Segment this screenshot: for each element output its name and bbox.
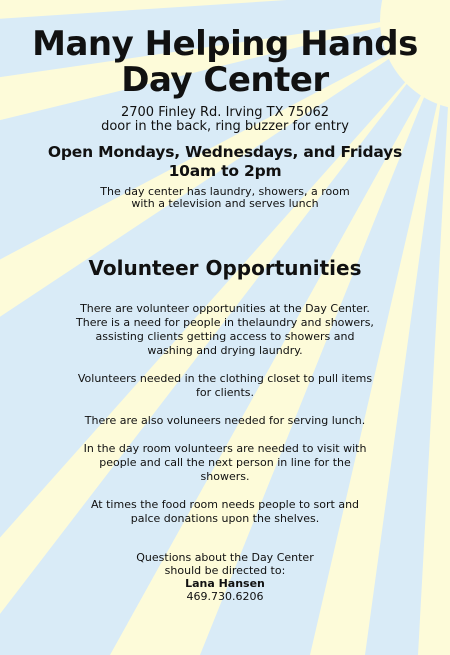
services-line-1: The day center has laundry, showers, a room <box>100 185 350 198</box>
volunteer-paragraph: At times the food room needs people to sort and palce donations upon the shelves. <box>90 498 360 525</box>
address: 2700 Finley Rd. Irving TX 75062 <box>120 105 330 120</box>
contact-line-1: Questions about the Day Center <box>136 551 314 564</box>
services-line-2: with a television and serves lunch <box>131 197 319 210</box>
address-block <box>0 106 450 134</box>
volunteer-heading: Volunteer Opportunities <box>88 256 362 280</box>
entry-note: door in the back, ring buzzer for entry <box>101 119 349 134</box>
contact-name: Lana Hansen <box>185 577 265 590</box>
contact-line-2: should be directed to: <box>164 564 286 577</box>
title-line-2: Day Center <box>121 60 329 100</box>
volunteer-paragraph: Volunteers needed in the clothing closet to pull items for clients. <box>77 372 373 399</box>
contact-block <box>75 551 375 603</box>
contact-phone[interactable]: 469.730.6206 <box>186 590 264 603</box>
open-days: Open Mondays, Wednesdays, and Fridays <box>47 143 403 161</box>
volunteer-paragraph: In the day room volunteers are needed to visit with people and call the next person in line for the showers. <box>83 442 367 483</box>
volunteer-paragraph: There are also voluneers needed for serving lunch. <box>84 414 366 427</box>
hours-block <box>0 143 450 181</box>
services-description <box>75 186 375 210</box>
title-line-1: Many Helping Hands <box>32 24 418 64</box>
volunteer-paragraph: There are volunteer opportunities at the Day Center. There is a need for people in thelaundry and showers, assisting clients getting access to showers and washing and drying laundry. <box>76 302 374 357</box>
page-title <box>0 0 450 98</box>
open-time: 10am to 2pm <box>168 162 282 180</box>
